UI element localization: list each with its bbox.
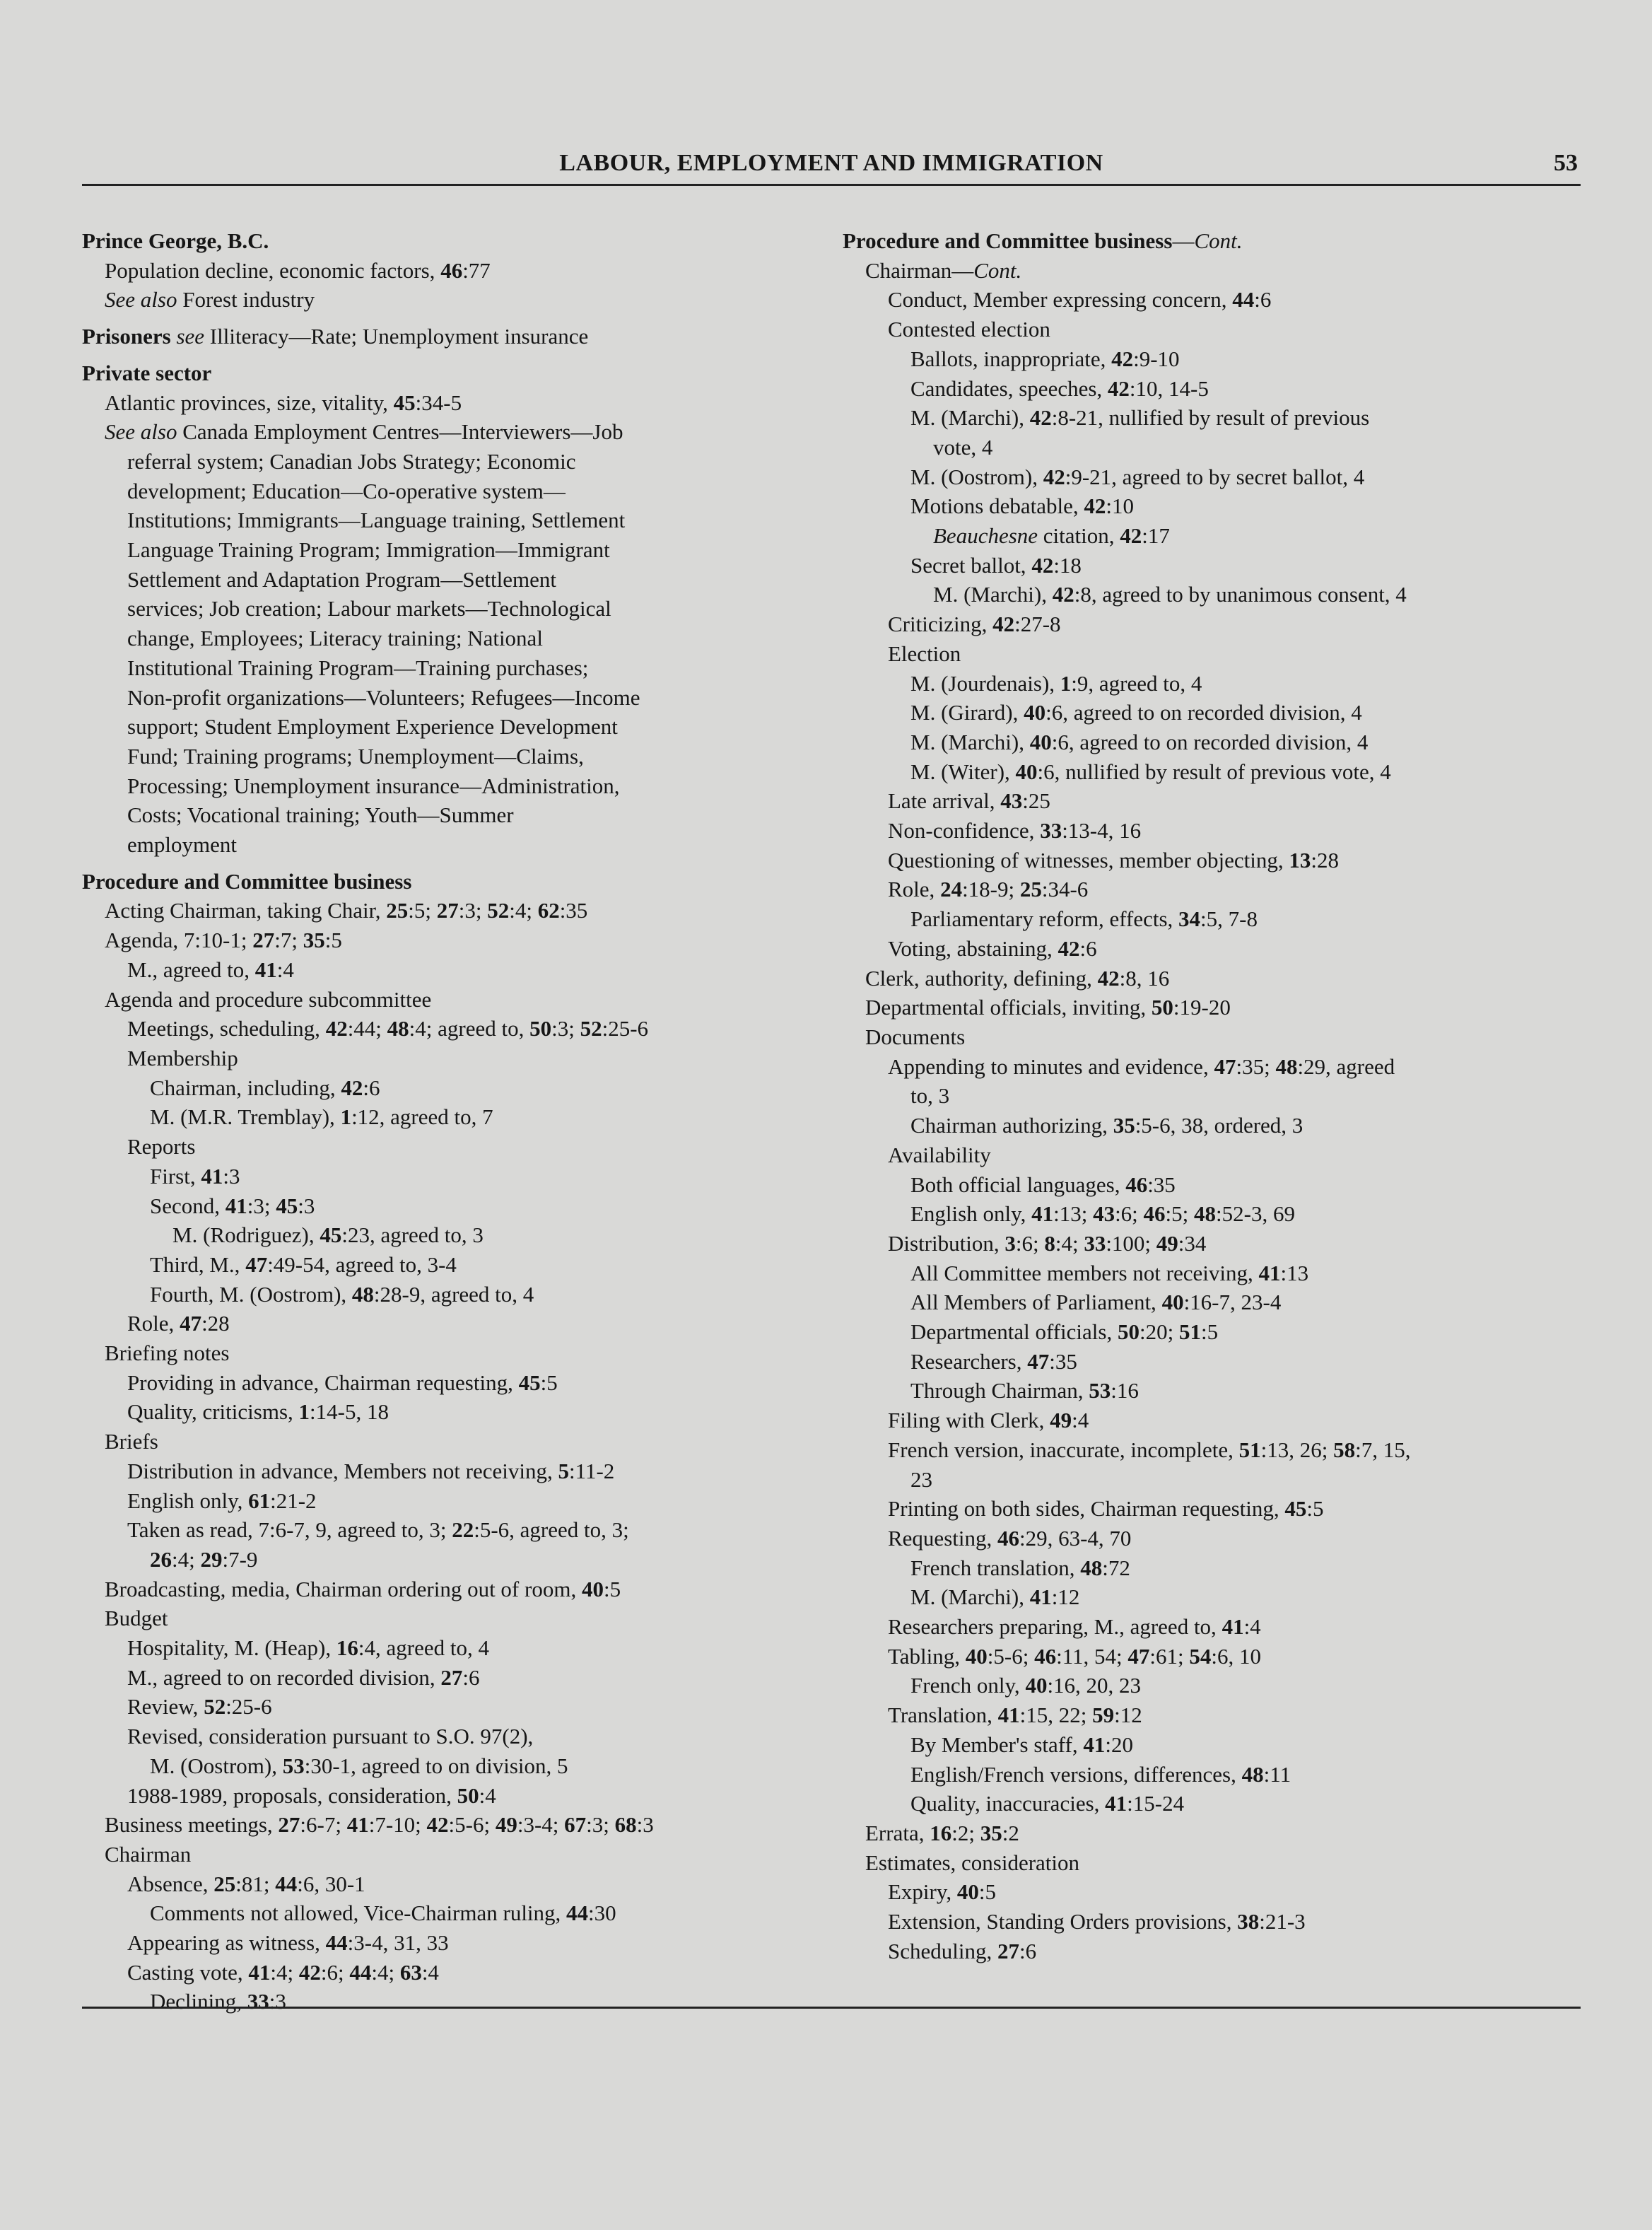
index-entry-line: Prisoners see Illiteracy—Rate; Unemployment insurance	[82, 324, 589, 349]
index-entry-line: Declining, 33:3	[150, 1989, 286, 2014]
index-entry-line: M. (Marchi), 40:6, agreed to on recorded division, 4	[910, 729, 1369, 754]
index-entry-line: Chairman, including, 42:6	[150, 1075, 380, 1100]
index-entry-line: Absence, 25:81; 44:6, 30-1	[127, 1871, 365, 1896]
index-entry-line: Conduct, Member expressing concern, 44:6	[888, 287, 1272, 313]
index-entry-line: Processing; Unemployment insurance—Administration,	[127, 773, 620, 798]
index-entry-line: By Member's staff, 41:20	[910, 1732, 1133, 1757]
index-entry-line: 26:4; 29:7-9	[150, 1546, 258, 1572]
index-entry-line: M. (Girard), 40:6, agreed to on recorded division, 4	[910, 700, 1362, 725]
index-entry-line: French version, inaccurate, incomplete, 51:13, 26; 58:7, 15,	[888, 1437, 1411, 1462]
index-entry-line: M. (Marchi), 42:8, agreed to by unanimous consent, 4	[933, 582, 1407, 607]
index-entry-line: Both official languages, 46:35	[910, 1172, 1176, 1197]
index-entry-line: M. (Jourdenais), 1:9, agreed to, 4	[910, 670, 1202, 696]
index-entry-line: Membership	[127, 1045, 238, 1070]
index-entry-line: Questioning of witnesses, member objecting, 13:28	[888, 847, 1339, 872]
index-entry-line: to, 3	[910, 1083, 950, 1109]
index-entry-line: Role, 47:28	[127, 1311, 230, 1336]
index-entry-line: Role, 24:18-9; 25:34-6	[888, 877, 1089, 902]
index-entry-line: Translation, 41:15, 22; 59:12	[888, 1703, 1142, 1728]
index-entry-line: M. (Marchi), 41:12	[910, 1584, 1080, 1610]
index-entry-line: Acting Chairman, taking Chair, 25:5; 27:3; 52:4; 62:35	[105, 898, 588, 923]
page-header	[82, 147, 1581, 186]
index-entry-line: Appearing as witness, 44:3-4, 31, 33	[127, 1930, 449, 1956]
index-entry-line: Reports	[127, 1134, 196, 1160]
page-number: 53	[1554, 150, 1578, 176]
index-entry-line: Availability	[888, 1142, 991, 1167]
index-entry-line: Briefs	[105, 1429, 158, 1454]
index-entry-line: Institutional Training Program—Training purchases;	[127, 655, 589, 680]
index-entry-line: English only, 41:13; 43:6; 46:5; 48:52-3, 69	[910, 1201, 1295, 1227]
index-entry-line: Estimates, consideration	[865, 1850, 1080, 1875]
index-entry-line: services; Job creation; Labour markets—Technological	[127, 596, 611, 621]
index-heading: Procedure and Committee business	[82, 868, 412, 894]
index-entry-line: Briefing notes	[105, 1341, 230, 1366]
index-entry-line: development; Education—Co-operative system—	[127, 478, 566, 503]
index-entry-line: M., agreed to on recorded division, 27:6	[127, 1664, 480, 1690]
index-entry-line: 1988-1989, proposals, consideration, 50:4	[127, 1782, 496, 1808]
index-entry-line: Researchers preparing, M., agreed to, 41:4	[888, 1614, 1261, 1640]
index-entry-line: Providing in advance, Chairman requesting, 45:5	[127, 1370, 558, 1395]
index-entry-line: Distribution, 3:6; 8:4; 33:100; 49:34	[888, 1230, 1207, 1256]
index-entry-line: M., agreed to, 41:4	[127, 957, 294, 982]
index-entry-line: Extension, Standing Orders provisions, 38:21-3	[888, 1909, 1306, 1934]
index-entry-line: Agenda, 7:10-1; 27:7; 35:5	[105, 928, 342, 953]
index-entry-line: Secret ballot, 42:18	[910, 552, 1082, 578]
index-entry-line: See also Forest industry	[105, 287, 315, 313]
index-entry-line: Chairman authorizing, 35:5-6, 38, ordered, 3	[910, 1113, 1304, 1138]
index-entry-line: English only, 61:21-2	[127, 1488, 317, 1513]
index-entry-line: Appending to minutes and evidence, 47:35; 48:29, agreed	[888, 1053, 1395, 1079]
index-entry-line: Language Training Program; Immigration—Immigrant	[127, 537, 610, 563]
index-entry-line: employment	[127, 832, 237, 858]
index-entry-line: English/French versions, differences, 48:11	[910, 1761, 1291, 1787]
index-entry-line: Second, 41:3; 45:3	[150, 1193, 315, 1218]
index-entry-line: Candidates, speeches, 42:10, 14-5	[910, 375, 1209, 401]
index-entry-line: 23	[910, 1466, 932, 1492]
index-entry-line: Costs; Vocational training; Youth—Summer	[127, 802, 514, 828]
index-entry-line: Parliamentary reform, effects, 34:5, 7-8	[910, 906, 1258, 932]
index-entry-line: Distribution in advance, Members not receiving, 5:11-2	[127, 1458, 615, 1483]
index-entry-line: Quality, inaccuracies, 41:15-24	[910, 1791, 1185, 1816]
index-entry-line: Election	[888, 641, 961, 666]
index-entry-line: Casting vote, 41:4; 42:6; 44:4; 63:4	[127, 1959, 439, 1985]
index-entry-line: Scheduling, 27:6	[888, 1938, 1037, 1963]
index-entry-line: M. (Oostrom), 42:9-21, agreed to by secret ballot, 4	[910, 464, 1365, 489]
index-entry-line: Motions debatable, 42:10	[910, 494, 1134, 519]
footer-rule	[82, 2007, 1581, 2009]
index-entry-line: Tabling, 40:5-6; 46:11, 54; 47:61; 54:6, 10	[888, 1643, 1262, 1669]
index-entry-line: M. (Oostrom), 53:30-1, agreed to on division, 5	[150, 1753, 568, 1778]
index-entry-line: Documents	[865, 1024, 966, 1049]
index-entry-line: Late arrival, 43:25	[888, 788, 1050, 814]
index-entry-line: change, Employees; Literacy training; National	[127, 626, 543, 651]
index-entry-line: Atlantic provinces, size, vitality, 45:34-5	[105, 390, 462, 415]
index-entry-line: Third, M., 47:49-54, agreed to, 3-4	[150, 1251, 457, 1277]
index-entry-line: Through Chairman, 53:16	[910, 1378, 1139, 1403]
index-entry-line: Business meetings, 27:6-7; 41:7-10; 42:5-6; 49:3-4; 67:3; 68:3	[105, 1812, 654, 1838]
index-entry-line: Researchers, 47:35	[910, 1348, 1077, 1374]
index-entry-line: Requesting, 46:29, 63-4, 70	[888, 1525, 1132, 1551]
index-entry-line: See also Canada Employment Centres—Interviewers—Job	[105, 419, 623, 445]
right-index-column	[843, 226, 1578, 1966]
index-entry-line: Departmental officials, inviting, 50:19-20	[865, 995, 1231, 1020]
index-entry-line: French only, 40:16, 20, 23	[910, 1673, 1142, 1698]
index-entry-line: Procedure and Committee business—Cont.	[843, 228, 1243, 253]
index-entry-line: Agenda and procedure subcommittee	[105, 986, 432, 1012]
index-entry-line: Fund; Training programs; Unemployment—Claims,	[127, 743, 584, 769]
index-entry-line: Broadcasting, media, Chairman ordering out of room, 40:5	[105, 1576, 621, 1601]
index-entry-line: Comments not allowed, Vice-Chairman ruling, 44:30	[150, 1901, 616, 1926]
index-entry-line: Quality, criticisms, 1:14-5, 18	[127, 1399, 389, 1425]
index-entry-line: All Members of Parliament, 40:16-7, 23-4	[910, 1290, 1282, 1315]
index-entry-line: Revised, consideration pursuant to S.O. 97(2),	[127, 1724, 534, 1749]
index-entry-line: Printing on both sides, Chairman requesting, 45:5	[888, 1496, 1324, 1522]
index-entry-line: Departmental officials, 50:20; 51:5	[910, 1319, 1219, 1345]
index-entry-line: Meetings, scheduling, 42:44; 48:4; agreed to, 50:3; 52:25-6	[127, 1016, 649, 1041]
index-entry-line: M. (Witer), 40:6, nullified by result of previous vote, 4	[910, 759, 1391, 784]
index-entry-line: Institutions; Immigrants—Language training, Settlement	[127, 508, 626, 533]
index-entry-line: Review, 52:25-6	[127, 1694, 272, 1720]
index-entry-line: French translation, 48:72	[910, 1555, 1130, 1580]
index-entry-line: Contested election	[888, 317, 1050, 342]
index-entry-line: vote, 4	[933, 434, 993, 460]
index-entry-line: Criticizing, 42:27-8	[888, 612, 1061, 637]
index-entry-line: Hospitality, M. (Heap), 16:4, agreed to, 4	[127, 1635, 489, 1661]
index-entry-line: Filing with Clerk, 49:4	[888, 1408, 1089, 1433]
index-entry-line: support; Student Employment Experience Development	[127, 714, 618, 740]
index-entry-line: M. (M.R. Tremblay), 1:12, agreed to, 7	[150, 1104, 493, 1130]
index-entry-line: Errata, 16:2; 35:2	[865, 1820, 1019, 1845]
index-entry-line: Chairman	[105, 1841, 192, 1867]
left-index-column	[82, 226, 796, 2016]
index-entry-line: Beauchesne citation, 42:17	[933, 523, 1170, 549]
index-entry-line: Voting, abstaining, 42:6	[888, 935, 1097, 961]
index-entry-line: Expiry, 40:5	[888, 1879, 996, 1905]
index-entry-line: Chairman—Cont.	[865, 257, 1022, 283]
index-entry-line: Settlement and Adaptation Program—Settlement	[127, 566, 556, 592]
index-entry-line: M. (Rodriguez), 45:23, agreed to, 3	[172, 1222, 484, 1248]
index-entry-line: Clerk, authority, defining, 42:8, 16	[865, 965, 1170, 991]
index-entry-line: M. (Marchi), 42:8-21, nullified by result of previous	[910, 405, 1370, 431]
index-entry-line: First, 41:3	[150, 1163, 240, 1189]
index-heading: Private sector	[82, 360, 212, 385]
index-entry-line: Population decline, economic factors, 46:77	[105, 257, 491, 283]
index-entry-line: referral system; Canadian Jobs Strategy; Economic	[127, 448, 576, 474]
index-entry-line: Fourth, M. (Oostrom), 48:28-9, agreed to, 4	[150, 1281, 534, 1307]
index-entry-line: Non-profit organizations—Volunteers; Refugees—Income	[127, 684, 640, 710]
index-entry-line: Budget	[105, 1606, 168, 1631]
index-heading: Prince George, B.C.	[82, 228, 269, 253]
running-head: LABOUR, EMPLOYMENT AND IMMIGRATION	[559, 150, 1103, 176]
index-entry-line: Taken as read, 7:6-7, 9, agreed to, 3; 22:5-6, agreed to, 3;	[127, 1517, 629, 1543]
index-entry-line: All Committee members not receiving, 41:13	[910, 1260, 1309, 1285]
index-entry-line: Ballots, inappropriate, 42:9-10	[910, 346, 1180, 371]
index-entry-line: Non-confidence, 33:13-4, 16	[888, 818, 1142, 843]
